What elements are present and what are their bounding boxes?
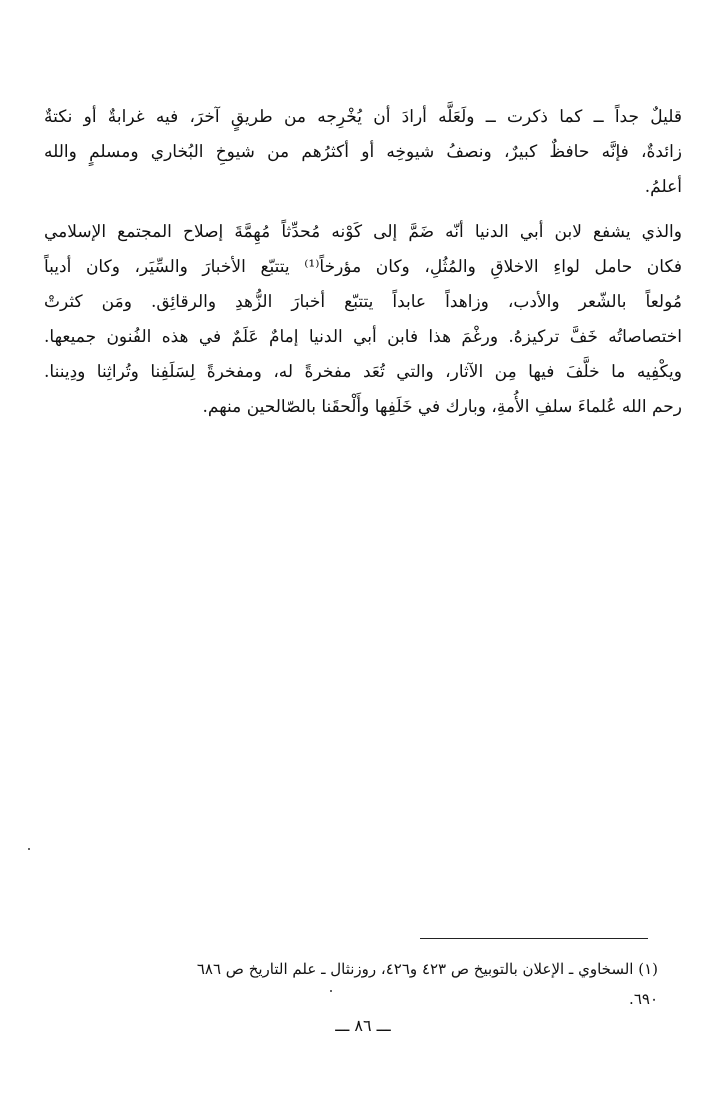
main-text [44,100,682,425]
text-line: أعلمُ. [644,177,682,197]
text-line: رحم الله عُلماءَ سلفِ الأُمةِ، وبارك في خَلَفِها وأَلْحقَنا بالصّالحين منهم. [202,397,682,417]
text-line: قليلٌ جداً ــ كما ذكرت ــ ولَعَلَّه أرادَ أن يُخْرِجه من طريقٍ آخرَ، فيه غرابةٌ أو نكتةٌ [44,107,682,127]
text-line: ويكْفِيه ما خلَّفَ فيها مِن الآثار، والتي تُعَد مفخرةً له، ومفخرةً لِسَلَفِنا وتُراثِنا ودِيننا. [44,362,682,382]
page-number: ـــ ٨٦ ـــ [335,1016,391,1035]
text-line: فكان حامل لواءِ الاخلاقِ والمُثُلِ، وكان مؤرخاً⁽¹⁾ يتتبّع الأخبارَ والسِّيَر، وكان أديباً [44,257,682,277]
text-line: مُولعاً بالشّعر والأدب، وزاهداً عابداً يتتبّع أخبارَ الزُّهدِ والرقائِق. ومَن كثرتْ [44,292,682,312]
scan-speck [330,990,332,992]
paragraph-2 [44,215,682,425]
text-line: والذي يشفع لابن أبي الدنيا أنّه ضَمَّ إلى كَوْنه مُحدِّثاً مُهِمَّةَ إصلاح المجتمع الإسلامي [44,222,682,242]
footnote [70,954,658,1014]
footnote-line: ٦٩٠. [629,990,658,1008]
scan-speck [28,848,30,850]
text-line: زائدةٌ، فإنَّه حافظٌ كبيرٌ، ونصفُ شيوخِه أو أكثرُهم من شيوخِ البُخاري ومسلمٍ والله [44,142,682,162]
text-line: اختصاصاتُه خَفَّ تركيزهُ. ورغْمَ هذا فابن أبي الدنيا إمامٌ عَلَمٌ في هذه الفُنون جميعها. [44,327,682,347]
paragraph-1 [44,100,682,205]
footnote-line: (١) السخاوي ـ الإعلان بالتوبيخ ص ٤٢٣ و٤٢٦، روزنثال ـ علم التاريخ ص ٦٨٦ [196,960,658,978]
footnote-divider [420,938,648,939]
